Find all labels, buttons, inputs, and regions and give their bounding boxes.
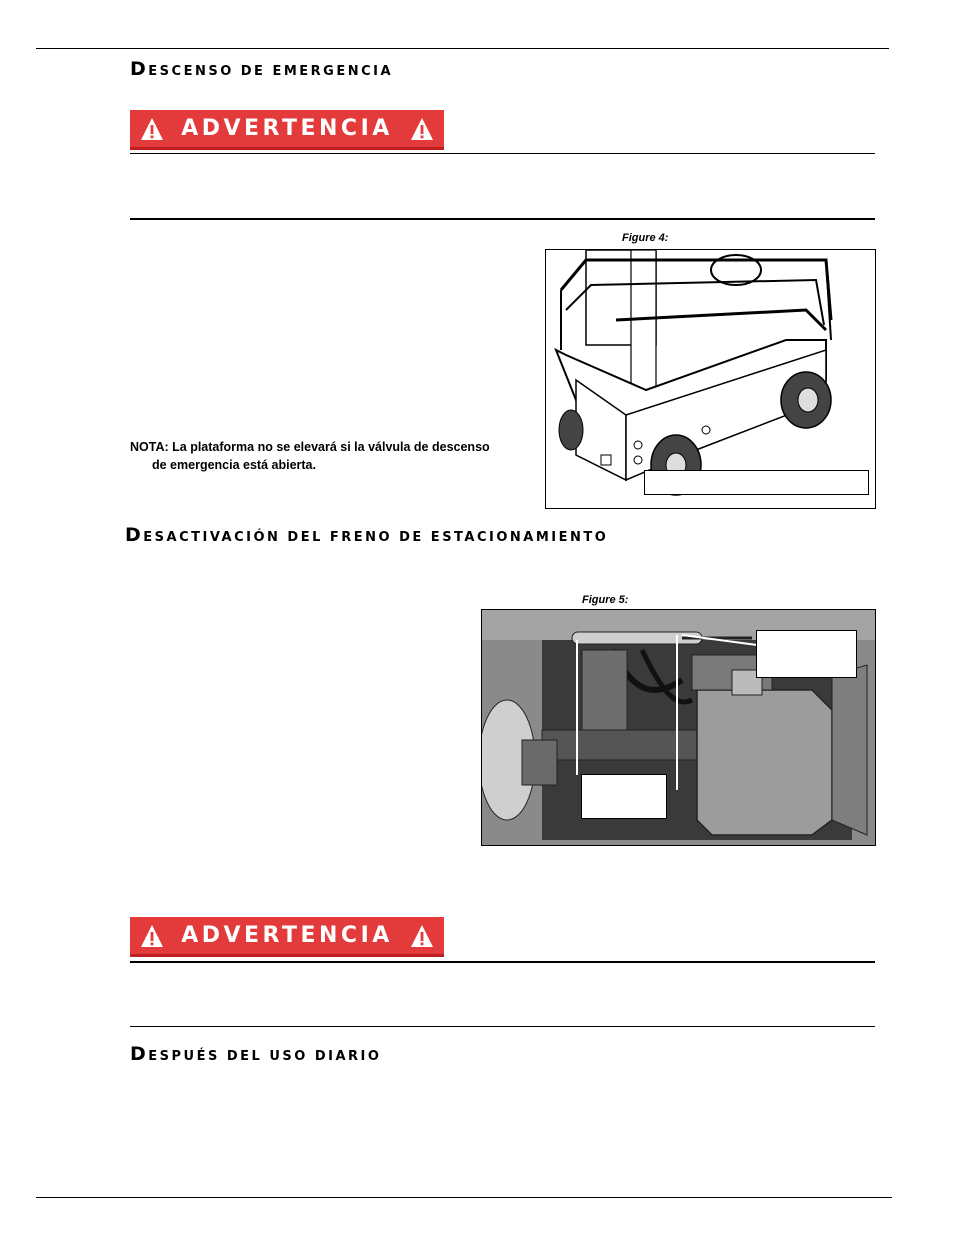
warning-bottom-rule (130, 1026, 875, 1027)
figure-5-callout-lower (581, 774, 667, 819)
figure-5-caption: Figure 5: (582, 594, 629, 606)
warning-triangle-icon (410, 117, 434, 141)
note-paragraph (130, 438, 530, 474)
figure-5-callout-upper (756, 630, 857, 678)
note-label: NOTA: (130, 440, 169, 454)
section-heading-after-use: DESPUÉS DEL USO DIARIO (130, 1043, 382, 1065)
note-line-2: de emergencia está abierta. (152, 458, 316, 472)
note-line-1: La plataforma no se elevará si la válvula de descenso (172, 440, 490, 454)
warning-triangle-icon (140, 924, 164, 948)
warning-banner (130, 917, 444, 957)
section-heading-brake-release: DESACTIVACIÓN DEL FRENO DE ESTACIONAMIENTO (125, 524, 609, 546)
figure-4-caption: Figure 4: (622, 232, 669, 244)
bottom-page-rule (36, 1197, 892, 1198)
section-heading-emergency-lowering: DESCENSO DE EMERGENCIA (130, 58, 394, 80)
warning-banner (130, 110, 444, 150)
figure-5-photo (481, 609, 876, 846)
warning-triangle-icon (140, 117, 164, 141)
figure-4-callout-label (644, 470, 869, 495)
warning-label: ADVERTENCIA (181, 116, 393, 141)
warning-label: ADVERTENCIA (181, 923, 393, 948)
top-page-rule (36, 48, 889, 49)
warning-triangle-icon (410, 924, 434, 948)
figure-4-photo (545, 249, 876, 509)
warning-bottom-rule (130, 218, 875, 220)
warning-top-rule (130, 153, 875, 154)
warning-top-rule (130, 961, 875, 963)
